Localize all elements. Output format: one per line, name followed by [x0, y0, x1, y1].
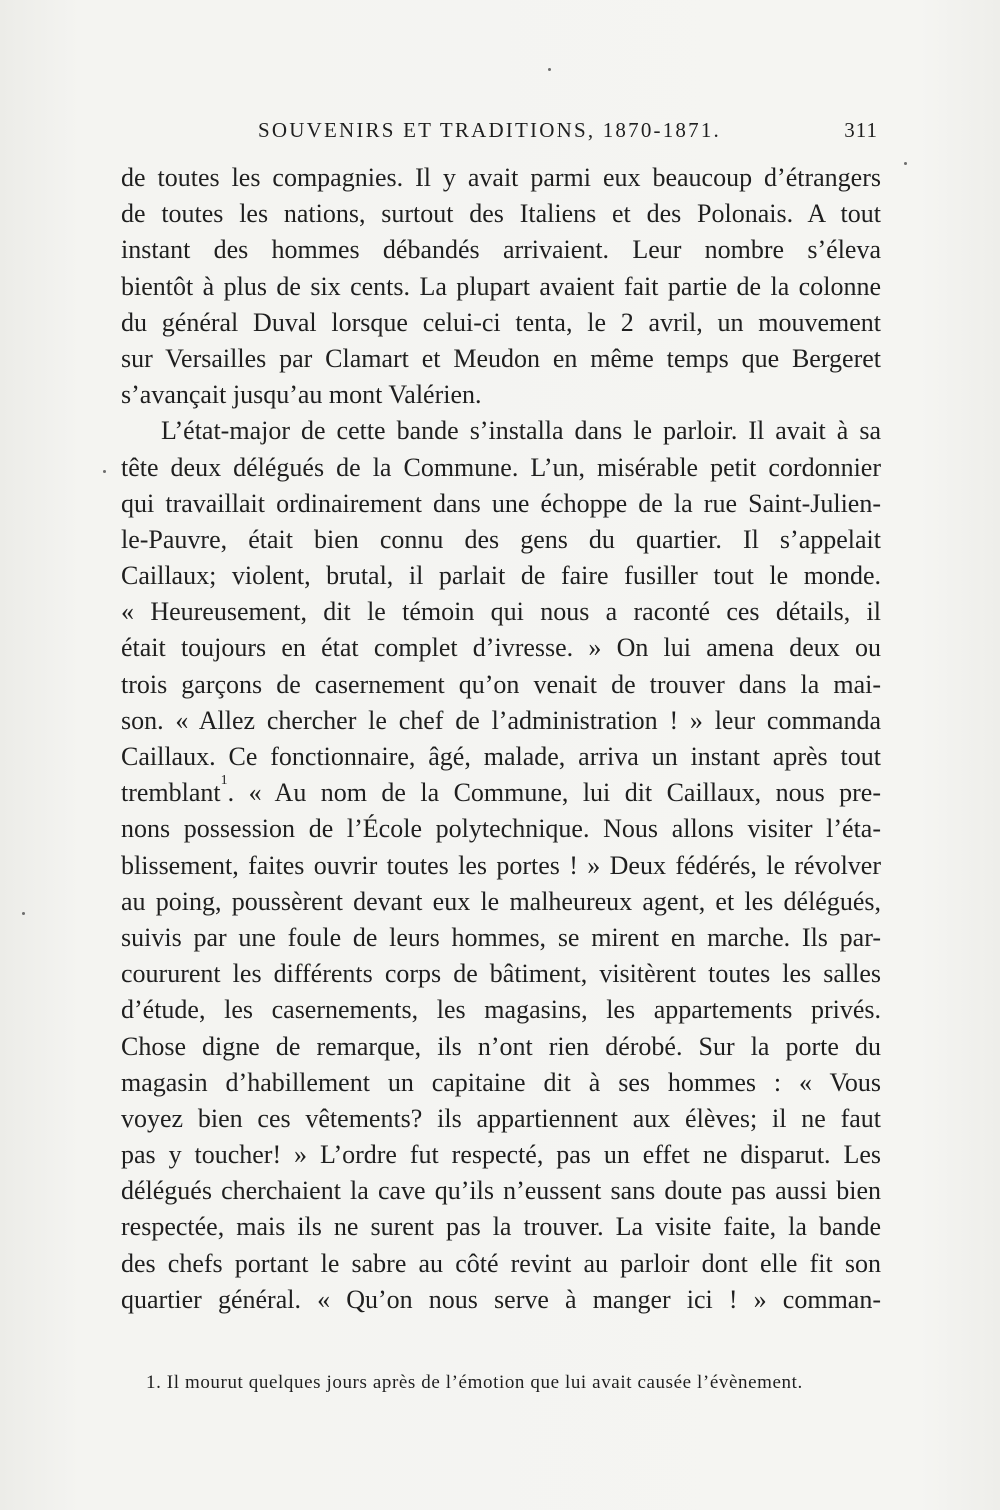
text-line: quartier général. « Qu’on nous serve à manger ici ! » comman- [121, 1284, 881, 1314]
text-line: voyez bien ces vêtements? ils appartiennent aux élèves; il ne faut [121, 1103, 881, 1133]
text-line: de toutes les compagnies. Il y avait parmi eux beaucoup d’étrangers [121, 163, 881, 192]
text-line: sur Versailles par Clamart et Meudon en même temps que Bergeret [121, 343, 881, 373]
text-line: des chefs portant le sabre au côté revint au parloir dont elle fit son [121, 1248, 881, 1278]
paper-speck [22, 912, 25, 915]
paper-speck [548, 68, 551, 71]
footnote-reference: 1 [220, 772, 228, 788]
body-text [121, 160, 881, 1318]
text-line: Caillaux. Ce fonctionnaire, âgé, malade, arriva un instant après tout [121, 742, 881, 771]
text-line: magasin d’habillement un capitaine dit à ses hommes : « Vous [121, 1067, 881, 1097]
text-line: instant des hommes débandés arrivaient. Leur nombre s’éleva [121, 235, 881, 265]
text-line: L’état-major de cette bande s’installa dans le parloir. Il avait à sa [161, 416, 881, 446]
text-line: son. « Allez chercher le chef de l’administration ! » leur commanda [121, 705, 881, 735]
footnote: 1. Il mourut quelques jours après de l’émotion que lui avait causée l’évènement. [146, 1372, 803, 1393]
text-line: s’avançait jusqu’au mont Valérien. [121, 380, 482, 410]
paper-speck [904, 162, 907, 165]
text-line: au poing, poussèrent devant eux le malheureux agent, et les délégués, [121, 886, 881, 916]
text-line: respectée, mais ils ne surent pas la trouver. La visite faite, la bande [121, 1212, 881, 1242]
text-line: pas y toucher! » L’ordre fut respecté, pas un effet ne disparut. Les [121, 1140, 881, 1170]
text-line: « Heureusement, dit le témoin qui nous a raconté ces détails, il [121, 597, 881, 627]
text-line: de toutes les nations, surtout des Italiens et des Polonais. A tout [121, 199, 881, 229]
text-line: nons possession de l’École polytechnique. Nous allons visiter l’éta- [121, 814, 881, 844]
text-line: délégués cherchaient la cave qu’ils n’eussent sans doute pas aussi bien [121, 1176, 881, 1206]
page-number: 311 [844, 118, 878, 142]
text-line: coururent les différents corps de bâtiment, visitèrent toutes les salles [121, 959, 881, 989]
text-fragment: tremblant [121, 778, 221, 808]
text-line: qui travaillait ordinairement dans une échoppe de la rue Saint-Julien- [121, 488, 881, 518]
text-line-with-footnote-ref [121, 772, 881, 811]
text-line: d’étude, les casernements, les magasins, les appartements privés. [121, 995, 881, 1025]
text-line: Chose digne de remarque, ils n’ont rien dérobé. Sur la porte du [121, 1031, 881, 1061]
text-line: tête deux délégués de la Commune. L’un, misérable petit cordonnier [121, 452, 881, 482]
running-title: SOUVENIRS ET TRADITIONS, 1870-1871. [258, 118, 721, 142]
text-line: du général Duval lorsque celui-ci tenta, le 2 avril, un mouvement [121, 307, 881, 337]
text-line: trois garçons de casernement qu’on venait de trouver dans la mai- [121, 669, 881, 699]
text-line: blissement, faites ouvrir toutes les portes ! » Deux fédérés, le révolver [121, 850, 881, 880]
paper-speck [103, 470, 106, 473]
text-line: suivis par une foule de leurs hommes, se mirent en marche. Ils par- [121, 922, 881, 952]
text-line: le-Pauvre, était bien connu des gens du quartier. Il s’appelait [121, 524, 881, 554]
text-line: bientôt à plus de six cents. La plupart avaient fait partie de la colonne [121, 271, 881, 301]
text-line: Caillaux; violent, brutal, il parlait de faire fusiller tout le monde. [121, 561, 881, 591]
text-fragment: . « Au nom de la Commune, lui dit Caillaux, nous pre- [227, 778, 881, 808]
page-header [120, 118, 880, 148]
text-line: était toujours en état complet d’ivresse. » On lui amena deux ou [121, 633, 881, 663]
